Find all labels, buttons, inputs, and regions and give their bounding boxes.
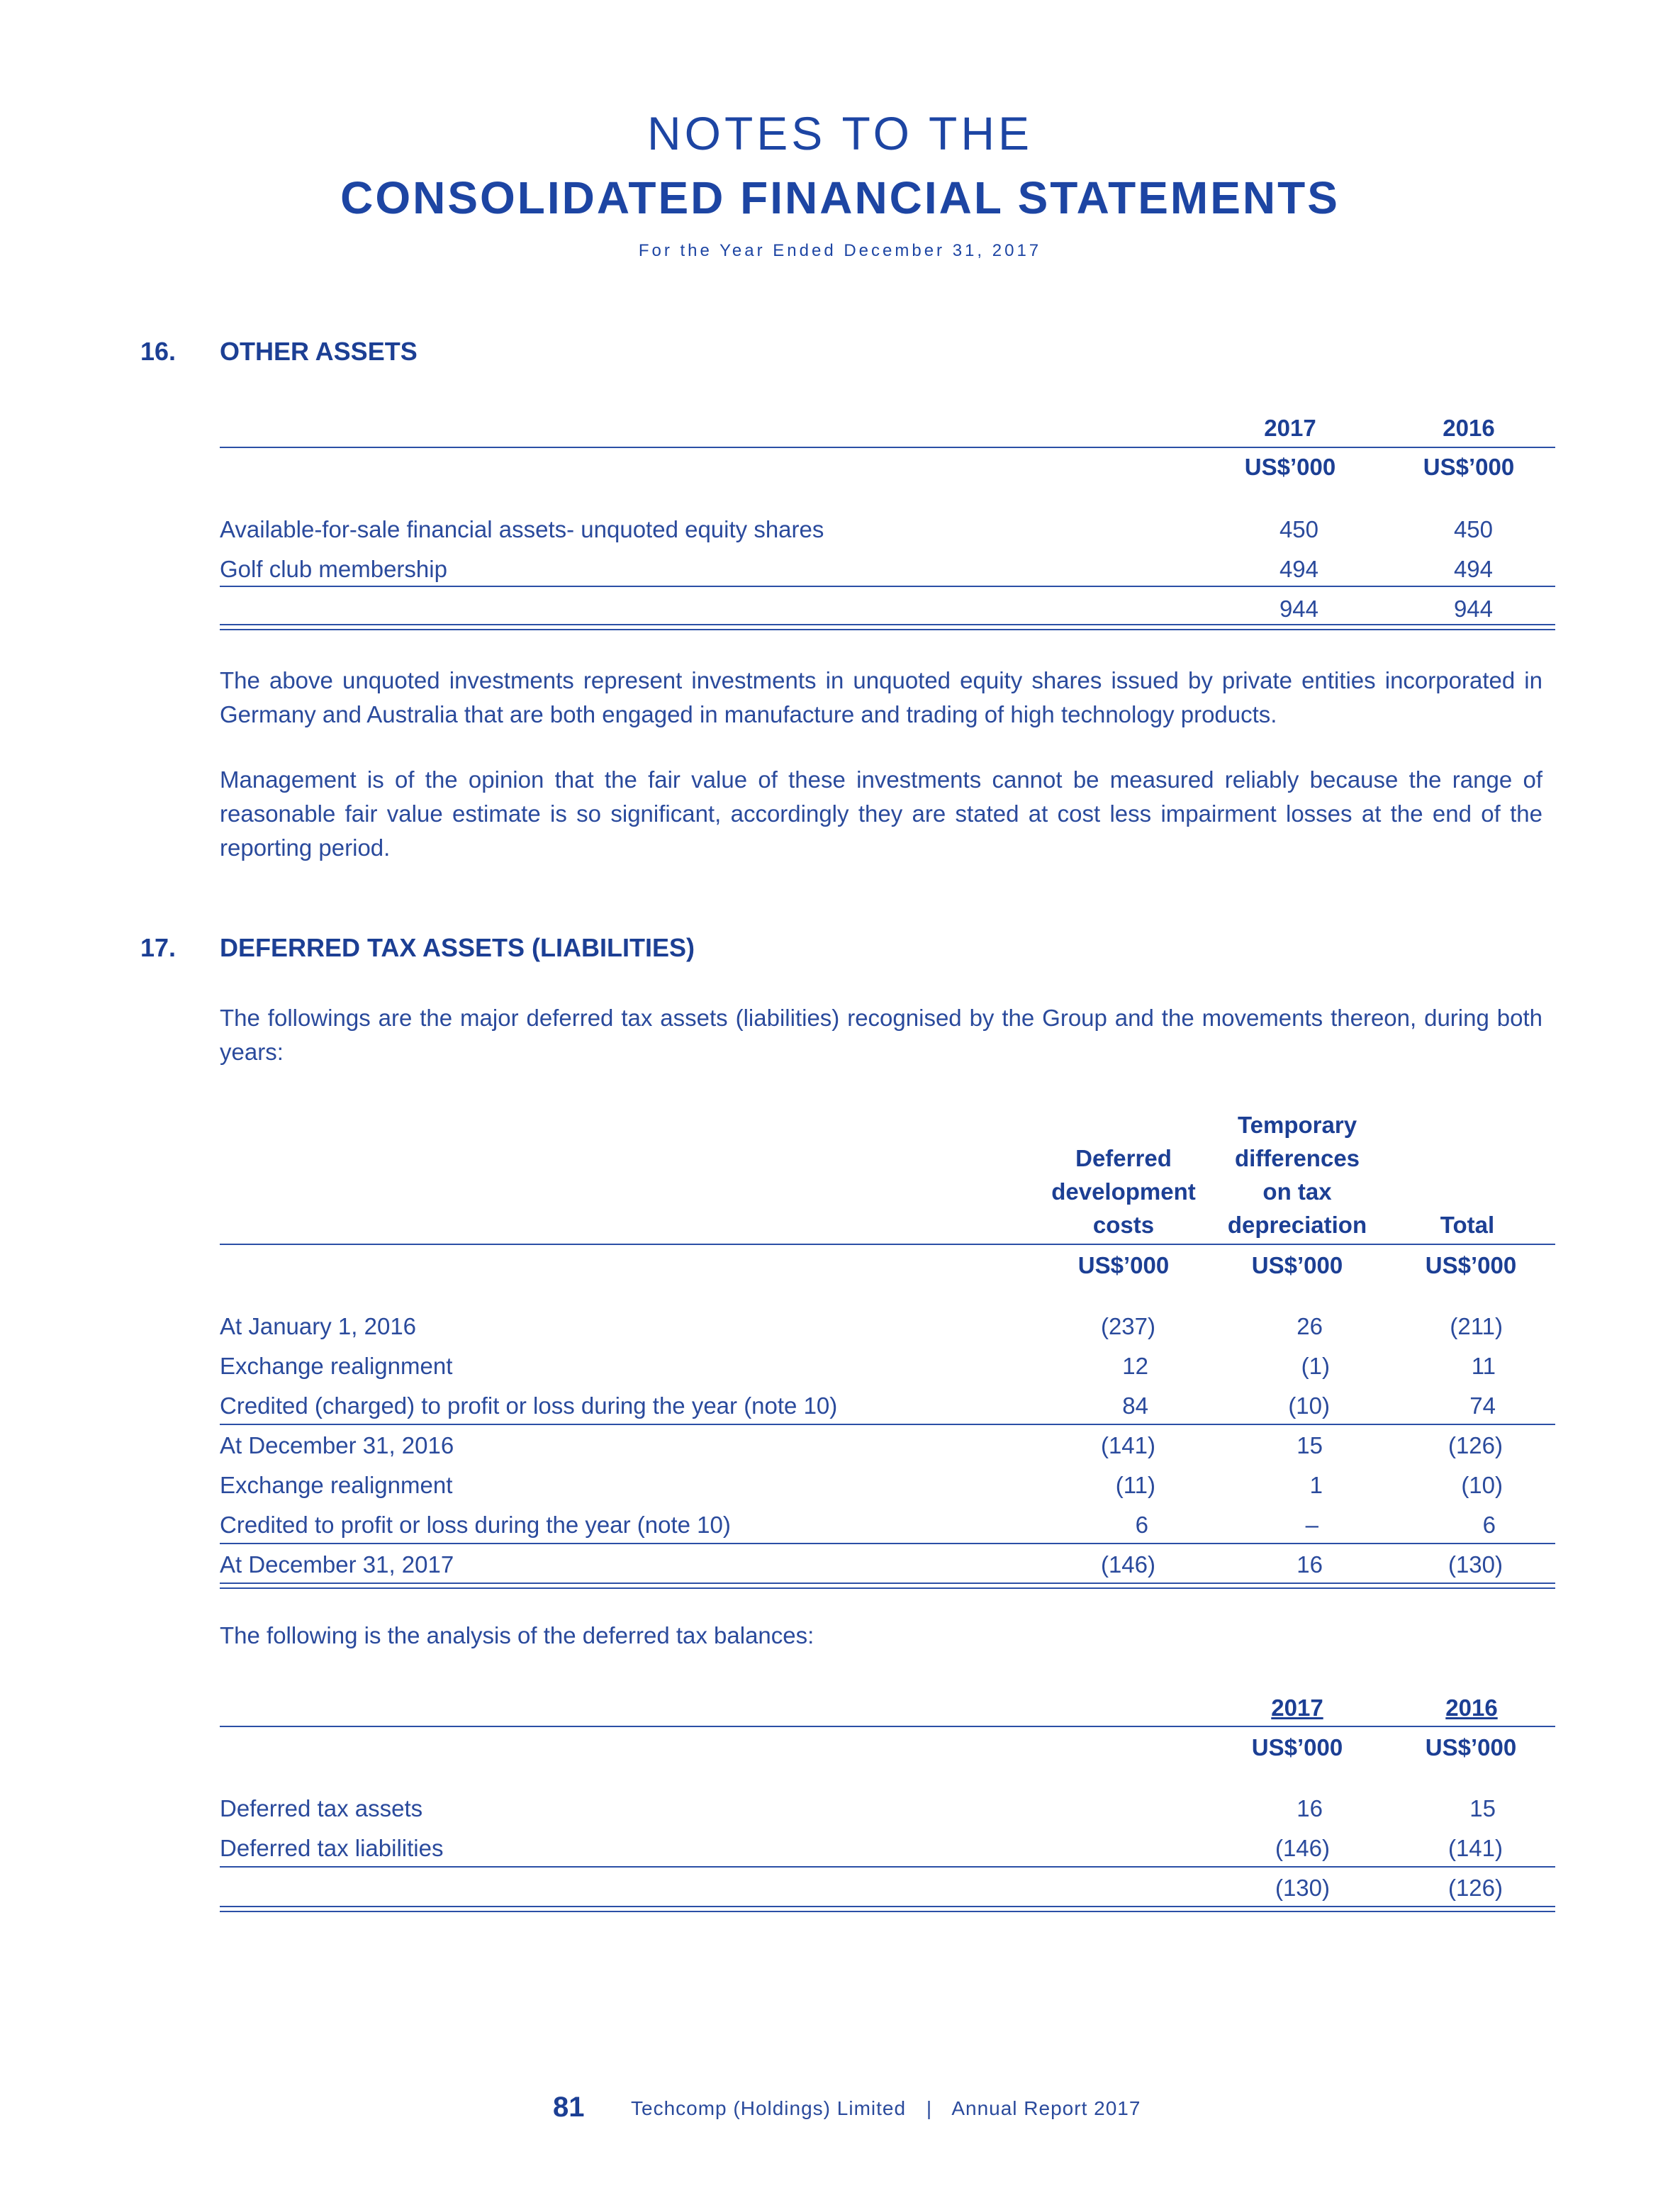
note17-analysis-subtotal-rule — [220, 1866, 1555, 1868]
note16-total-2017: 944 — [1279, 596, 1318, 622]
note17-row-value: (141) — [1100, 1432, 1155, 1458]
note16-unit-2017: US$’000 — [1244, 454, 1336, 480]
note17-row-value: 84 — [1122, 1392, 1148, 1419]
note17-row-value: (11) — [1115, 1472, 1155, 1498]
note16-paragraph-1: The above unquoted investments represent investments in unquoted equity shares issued by private entities incorporated in Germany and Australia that are both engaged in manufacture and trading of high technology products. — [220, 667, 1542, 727]
note17-analysis-unit-2017: US$’000 — [1251, 1734, 1343, 1760]
note16-row-value: 494 — [1453, 556, 1493, 582]
note17-row-value: 6 — [1482, 1512, 1496, 1538]
note17-row-value: (146) — [1100, 1551, 1155, 1578]
note17-unit-col1: US$’000 — [1077, 1252, 1170, 1278]
note17-row-value: (10) — [1461, 1472, 1503, 1498]
note17-analysis-row-value: 15 — [1469, 1795, 1496, 1821]
note17-row-label: Exchange realignment — [220, 1353, 453, 1379]
note16-title: OTHER ASSETS — [220, 337, 418, 366]
note17-analysis-row-label: Deferred tax assets — [220, 1795, 423, 1821]
note16-col-2017: 2017 — [1264, 415, 1316, 441]
footer-company: Techcomp (Holdings) Limited — [631, 2097, 907, 2119]
footer-separator: | — [926, 2097, 933, 2119]
note17-row-label: Credited (charged) to profit or loss during the year (note 10) — [220, 1392, 838, 1419]
note16-subtotal-rule — [220, 586, 1555, 587]
note16-paragraph-2: Management is of the opinion that the fair value of these investments cannot be measured reliably because the range of reasonable fair value estimate is so significant, accordingly they are stated at cost less impairment losses at the end of the reporting period. — [220, 766, 1542, 861]
note17-row-value: (126) — [1447, 1432, 1503, 1458]
note16-total-double-rule — [220, 624, 1555, 630]
note17-analysis-header-rule — [220, 1726, 1555, 1727]
footer-report: Annual Report 2017 — [951, 2097, 1141, 2119]
note17-unit-col3: US$’000 — [1425, 1252, 1517, 1278]
note17-analysis-col-2017: 2017 — [1271, 1695, 1323, 1721]
note17-row-value: 6 — [1135, 1512, 1148, 1538]
note17-row-value: (10) — [1288, 1392, 1330, 1419]
note17-row-value: – — [1305, 1512, 1318, 1538]
note17-total-double-rule — [220, 1583, 1555, 1589]
note17-analysis-intro: The following is the analysis of the deferred tax balances: — [220, 1622, 814, 1648]
note16-col-2016: 2016 — [1443, 415, 1495, 441]
page-header-title: CONSOLIDATED FINANCIAL STATEMENTS — [340, 172, 1340, 223]
note17-unit-col2: US$’000 — [1251, 1252, 1343, 1278]
note17-number: 17. — [140, 933, 177, 962]
note16-number: 16. — [140, 337, 177, 366]
note17-analysis-total-2016: (126) — [1447, 1875, 1503, 1901]
note17-row-value: 11 — [1471, 1353, 1496, 1379]
note17-row-value: 1 — [1309, 1472, 1323, 1498]
note17-row-label: At December 31, 2017 — [220, 1551, 454, 1578]
note17-col1-line3: costs — [1092, 1212, 1155, 1238]
page-number: 81 — [553, 2092, 585, 2123]
note17-row-value: 16 — [1297, 1551, 1323, 1578]
note17-subtotal-rule-2017 — [220, 1543, 1555, 1544]
note17-row-label: Exchange realignment — [220, 1472, 453, 1498]
note17-analysis-col-2016: 2016 — [1445, 1695, 1498, 1721]
note17-col2-line4: depreciation — [1227, 1212, 1367, 1238]
note16-unit-2016: US$’000 — [1423, 454, 1515, 480]
note16-row-value: 494 — [1279, 556, 1318, 582]
note16-total-2016: 944 — [1453, 596, 1493, 622]
note17-row-label: At December 31, 2016 — [220, 1432, 454, 1458]
page-header-line1: NOTES TO THE — [646, 107, 1034, 160]
note17-row-value: 15 — [1297, 1432, 1323, 1458]
note17-col2-line1: Temporary — [1237, 1112, 1357, 1138]
footer-text — [631, 2097, 1141, 2120]
note16-row-value: 450 — [1453, 516, 1493, 542]
note17-col1-line2: development — [1051, 1178, 1196, 1205]
note17-analysis-total-2017: (130) — [1275, 1875, 1330, 1901]
note17-subtotal-rule-2016 — [220, 1424, 1555, 1425]
note17-title: DEFERRED TAX ASSETS (LIABILITIES) — [220, 933, 695, 962]
note17-row-value: (1) — [1301, 1353, 1330, 1379]
note17-analysis-row-value: (141) — [1447, 1835, 1503, 1861]
note17-analysis-unit-2016: US$’000 — [1425, 1734, 1517, 1760]
note16-row-value: 450 — [1279, 516, 1318, 542]
note17-row-value: 26 — [1297, 1313, 1323, 1339]
note17-col1-line1: Deferred — [1075, 1145, 1172, 1171]
note16-header-rule — [220, 447, 1555, 448]
note17-analysis-row-value: 16 — [1297, 1795, 1323, 1821]
note16-row-label: Golf club membership — [220, 556, 447, 582]
note17-row-value: 74 — [1469, 1392, 1496, 1419]
note17-analysis-row-label: Deferred tax liabilities — [220, 1835, 444, 1861]
page-header-period: For the Year Ended December 31, 2017 — [638, 241, 1042, 260]
note17-row-value: 12 — [1122, 1353, 1148, 1379]
note17-col3-header: Total — [1440, 1212, 1495, 1238]
note17-col2-line2: differences — [1234, 1145, 1360, 1171]
note17-row-label: At January 1, 2016 — [220, 1313, 417, 1339]
note17-col2-line3: on tax — [1262, 1178, 1332, 1205]
note16-row-label: Available-for-sale financial assets- unquoted equity shares — [220, 516, 824, 542]
note17-row-value: (130) — [1447, 1551, 1503, 1578]
note17-header-rule — [220, 1244, 1555, 1245]
note17-intro: The followings are the major deferred tax assets (liabilities) recognised by the Group and the movements thereon, during both years: — [220, 1005, 1542, 1065]
note17-analysis-row-value: (146) — [1275, 1835, 1330, 1861]
note17-row-value: (211) — [1450, 1313, 1503, 1339]
note17-row-label: Credited to profit or loss during the year (note 10) — [220, 1512, 731, 1538]
note17-row-value: (237) — [1100, 1313, 1155, 1339]
note17-analysis-double-rule — [220, 1906, 1555, 1912]
